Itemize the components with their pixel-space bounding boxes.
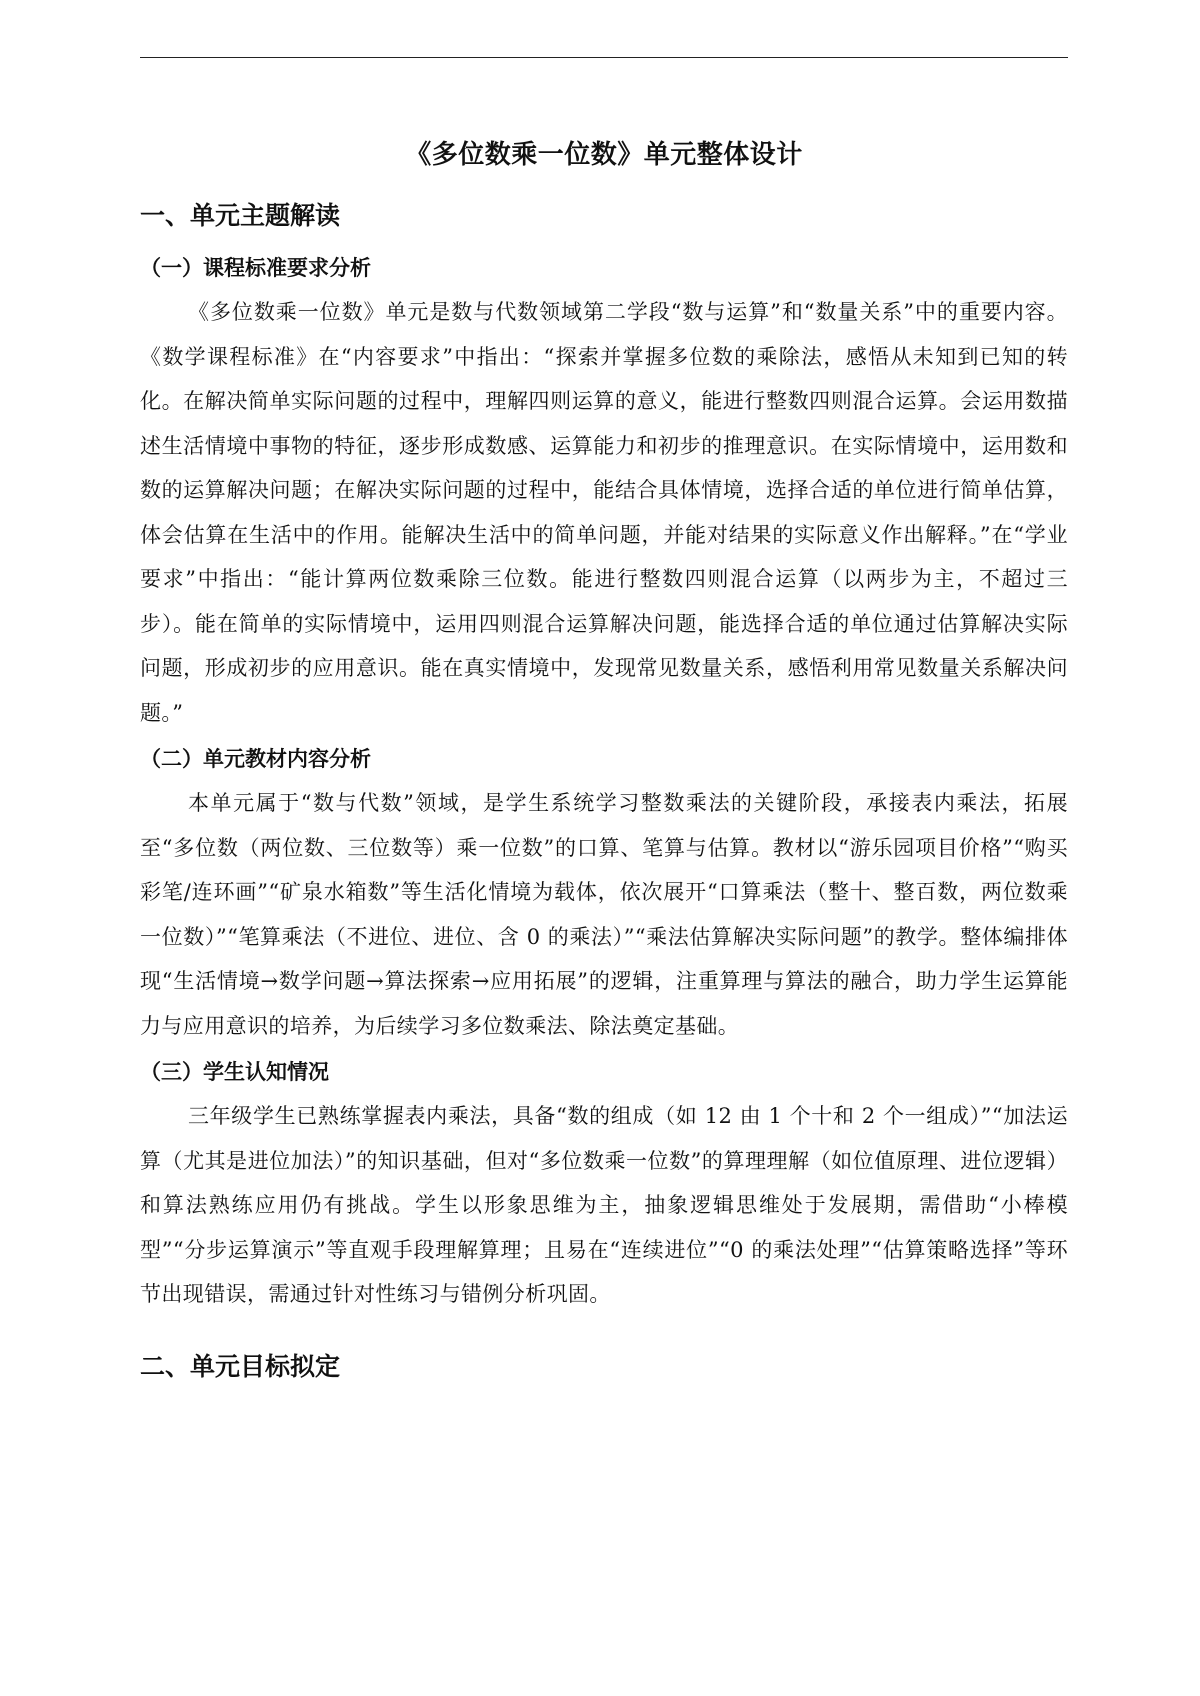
section-2-heading: 二、单元目标拟定	[140, 1351, 341, 1381]
document-body	[140, 120, 1068, 1395]
textbook-content-paragraph: 本单元属于“数与代数”领域，是学生系统学习整数乘法的关键阶段，承接表内乘法，拓展至“多位数（两位数、三位数等）乘一位数”的口算、笔算与估算。教材以“游乐园项目价格”“购买彩笔/连环画”“矿泉水箱数”等生活化情境为载体，依次展开“口算乘法（整十、整百数，两位数乘一位数）”“笔算乘法（不进位、进位、含 0 的乘法）”“乘法估算解决实际问题”的教学。整体编排体现“生活情境→数学问题→算法探索→应用拓展”的逻辑，注重算理与算法的融合，助力学生运算能力与应用意识的培养，为后续学习多位数乘法、除法奠定基础。	[140, 791, 1068, 1038]
subsection-3-heading: （三）学生认知情况	[140, 1060, 329, 1084]
student-cognition-paragraph: 三年级学生已熟练掌握表内乘法，具备“数的组成（如 12 由 1 个十和 2 个一组成）”“加法运算（尤其是进位加法）”的知识基础，但对“多位数乘一位数”的算理理解（如位值原理、进位逻辑）和算法熟练应用仍有挑战。学生以形象思维为主，抽象逻辑思维处于发展期，需借助“小棒模型”“分步运算演示”等直观手段理解算理；且易在“连续进位”“0 的乘法处理”“估算策略选择”等环节出现错误，需通过针对性练习与错例分析巩固。	[140, 1104, 1068, 1306]
subsection-2-heading: （二）单元教材内容分析	[140, 747, 371, 771]
section-1-heading: 一、单元主题解读	[140, 201, 341, 230]
document-title: 《多位数乘一位数》单元整体设计	[405, 140, 803, 170]
curriculum-standard-paragraph: 《多位数乘一位数》单元是数与代数领域第二学段“数与运算”和“数量关系”中的重要内容。《数学课程标准》在“内容要求”中指出：“探索并掌握多位数的乘除法，感悟从未知到已知的转化。在解决简单实际问题的过程中，理解四则运算的意义，能进行整数四则混合运算。会运用数描述生活情境中事物的特征，逐步形成数感、运算能力和初步的推理意识。在实际情境中，运用数和数的运算解决问题；在解决实际问题的过程中，能结合具体情境，选择合适的单位进行简单估算，体会估算在生活中的作用。能解决生活中的简单问题，并能对结果的实际意义作出解释。”在“学业要求”中指出：“能计算两位数乘除三位数。能进行整数四则混合运算（以两步为主，不超过三步）。能在简单的实际情境中，运用四则混合运算解决问题，能选择合适的单位通过估算解决实际问题，形成初步的应用意识。能在真实情境中，发现常见数量关系，感悟利用常见数量关系解决问题。”	[140, 300, 1068, 725]
section-gap	[140, 1317, 1068, 1331]
header-rule	[140, 57, 1068, 58]
subsection-1-heading: （一）课程标准要求分析	[140, 256, 371, 280]
